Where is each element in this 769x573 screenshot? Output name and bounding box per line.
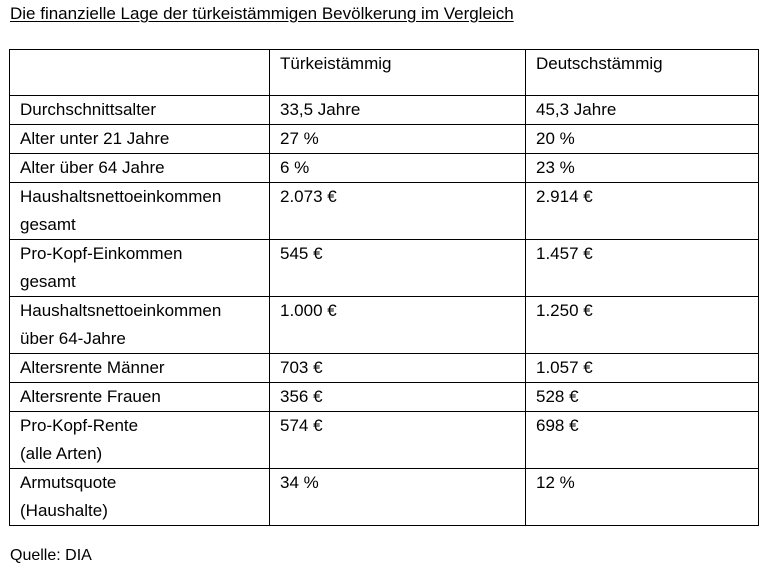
row-label-line: Durchschnittsalter: [20, 100, 157, 119]
deutschstaemmig-value-cell: 528 €: [526, 383, 759, 412]
row-label-cell: [10, 154, 270, 183]
deutschstaemmig-value-cell: 1.057 €: [526, 354, 759, 383]
header-cell-empty: [10, 50, 270, 96]
row-label-cell: [10, 96, 270, 125]
tuerkeistaemmig-value-cell: 34 %: [270, 469, 526, 526]
row-label-line: Armutsquote: [20, 473, 117, 492]
tuerkeistaemmig-value-cell: 545 €: [270, 240, 526, 297]
deutschstaemmig-value-cell: 45,3 Jahre: [526, 96, 759, 125]
table-body: [10, 50, 759, 526]
row-label-line: Haushaltsnettoeinkommen: [20, 301, 222, 320]
header-cell-tuerkeistaemmig: Türkeistämmig: [270, 50, 526, 96]
tuerkeistaemmig-value-cell: 356 €: [270, 383, 526, 412]
header-cell-deutschstaemmig: Deutschstämmig: [526, 50, 759, 96]
row-label-cell: [10, 412, 270, 469]
table-row: [10, 383, 759, 412]
deutschstaemmig-value-cell: 1.250 €: [526, 297, 759, 354]
deutschstaemmig-value-cell: 1.457 €: [526, 240, 759, 297]
table-row: [10, 297, 759, 354]
table-row: [10, 412, 759, 469]
row-label-cell: [10, 354, 270, 383]
source-note: Quelle: DIA: [10, 547, 92, 564]
page-title: Die finanzielle Lage der türkeistämmigen Bevölkerung im Vergleich: [10, 4, 514, 23]
table-header-row: [10, 50, 759, 96]
table-row: [10, 125, 759, 154]
row-label-line: Pro-Kopf-Rente: [20, 416, 139, 435]
row-label-line: über 64-Jahre: [20, 329, 126, 348]
table-row: [10, 96, 759, 125]
row-label-line: Alter über 64 Jahre: [20, 158, 165, 177]
row-label-line: (alle Arten): [20, 444, 103, 463]
deutschstaemmig-value-cell: 20 %: [526, 125, 759, 154]
tuerkeistaemmig-value-cell: 574 €: [270, 412, 526, 469]
row-label-cell: [10, 125, 270, 154]
row-label-line: Altersrente Frauen: [20, 387, 161, 406]
deutschstaemmig-value-cell: 2.914 €: [526, 183, 759, 240]
tuerkeistaemmig-value-cell: 6 %: [270, 154, 526, 183]
tuerkeistaemmig-value-cell: 2.073 €: [270, 183, 526, 240]
row-label-cell: [10, 383, 270, 412]
comparison-table: [9, 49, 759, 526]
deutschstaemmig-value-cell: 12 %: [526, 469, 759, 526]
row-label-line: Altersrente Männer: [20, 358, 165, 377]
deutschstaemmig-value-cell: 698 €: [526, 412, 759, 469]
row-label-line: (Haushalte): [20, 501, 108, 520]
row-label-cell: [10, 469, 270, 526]
deutschstaemmig-value-cell: 23 %: [526, 154, 759, 183]
table-row: [10, 183, 759, 240]
table-row: [10, 469, 759, 526]
table-row: [10, 240, 759, 297]
row-label-line: gesamt: [20, 272, 76, 291]
tuerkeistaemmig-value-cell: 27 %: [270, 125, 526, 154]
tuerkeistaemmig-value-cell: 703 €: [270, 354, 526, 383]
row-label-line: Haushaltsnettoeinkommen: [20, 187, 222, 206]
tuerkeistaemmig-value-cell: 33,5 Jahre: [270, 96, 526, 125]
row-label-cell: [10, 183, 270, 240]
tuerkeistaemmig-value-cell: 1.000 €: [270, 297, 526, 354]
row-label-line: Alter unter 21 Jahre: [20, 129, 170, 148]
row-label-line: Pro-Kopf-Einkommen: [20, 244, 183, 263]
table-row: [10, 354, 759, 383]
row-label-cell: [10, 297, 270, 354]
table-row: [10, 154, 759, 183]
row-label-cell: [10, 240, 270, 297]
row-label-line: gesamt: [20, 215, 76, 234]
